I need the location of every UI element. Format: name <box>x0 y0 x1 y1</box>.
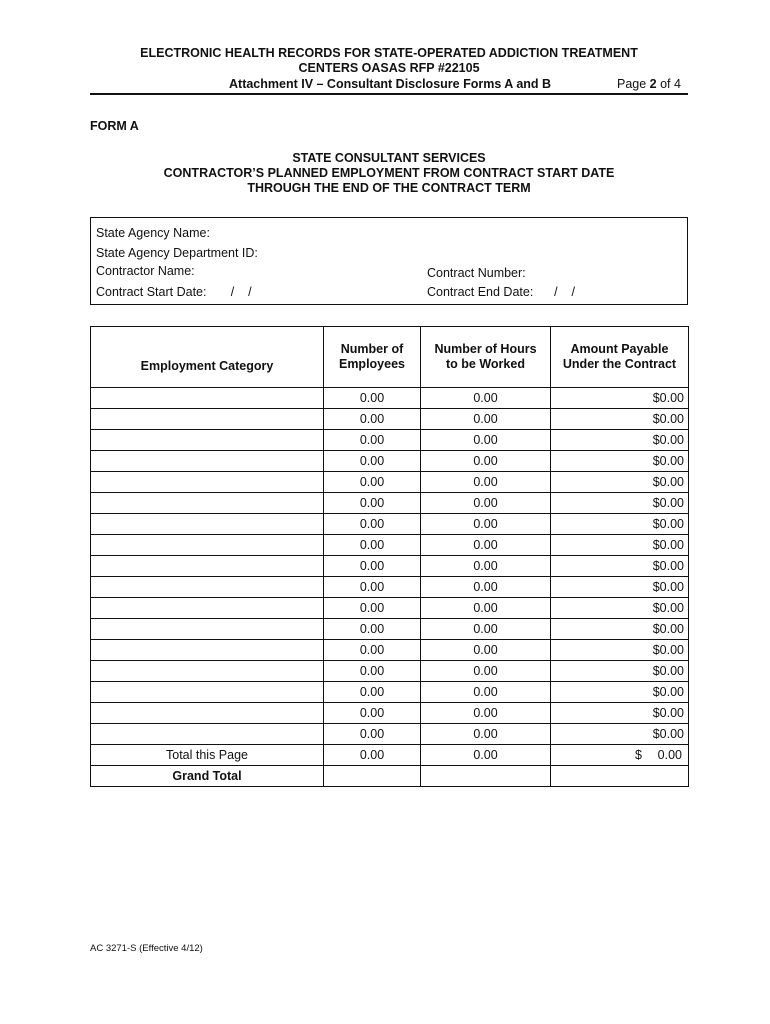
row-employees-cell[interactable]: 0.00 <box>324 577 421 598</box>
page-current: 2 <box>649 77 657 91</box>
row-category-cell[interactable] <box>91 556 324 577</box>
row-hours-cell[interactable]: 0.00 <box>421 430 551 451</box>
table-row <box>91 661 689 682</box>
row-employees-cell[interactable]: 0.00 <box>324 514 421 535</box>
row-category-cell[interactable] <box>91 430 324 451</box>
header-attachment-line: Attachment IV – Consultant Disclosure Forms A and B <box>229 77 552 91</box>
row-category-cell[interactable] <box>91 724 324 745</box>
row-employees-cell[interactable]: 0.00 <box>324 388 421 409</box>
row-employees-cell[interactable]: 0.00 <box>324 598 421 619</box>
hours-header-line-1: Number of Hours <box>434 342 537 356</box>
page-suffix: of 4 <box>656 77 681 91</box>
row-hours-cell[interactable]: 0.00 <box>421 514 551 535</box>
row-amount-cell[interactable]: $0.00 <box>551 451 689 472</box>
row-employees-cell[interactable]: 0.00 <box>324 409 421 430</box>
total-amount-symbol: $ <box>635 748 642 762</box>
row-employees-cell[interactable]: 0.00 <box>324 430 421 451</box>
row-category-cell[interactable] <box>91 493 324 514</box>
row-category-cell[interactable] <box>91 472 324 493</box>
contract-info-box <box>90 217 688 305</box>
column-header-employees <box>324 327 421 388</box>
row-category-cell[interactable] <box>91 514 324 535</box>
row-employees-cell[interactable]: 0.00 <box>324 472 421 493</box>
row-employees-cell[interactable]: 0.00 <box>324 619 421 640</box>
table-row <box>91 577 689 598</box>
title-line-2: CONTRACTOR’S PLANNED EMPLOYMENT FROM CONTRACT START DATE <box>163 166 615 180</box>
total-page-hours: 0.00 <box>421 745 551 766</box>
contract-end-date-field[interactable]: Contract End Date: / / <box>427 285 575 299</box>
table-row <box>91 514 689 535</box>
row-amount-cell[interactable]: $0.00 <box>551 472 689 493</box>
table-row <box>91 703 689 724</box>
amount-header-line-2: Under the Contract <box>562 357 677 371</box>
row-hours-cell[interactable]: 0.00 <box>421 556 551 577</box>
row-employees-cell[interactable]: 0.00 <box>324 640 421 661</box>
row-hours-cell[interactable]: 0.00 <box>421 619 551 640</box>
table-row <box>91 493 689 514</box>
row-amount-cell[interactable]: $0.00 <box>551 514 689 535</box>
row-employees-cell[interactable]: 0.00 <box>324 724 421 745</box>
contractor-name-field[interactable]: Contractor Name: <box>96 264 195 278</box>
employees-header-line-1: Number of <box>340 342 404 356</box>
page-prefix: Page <box>617 77 650 91</box>
document-header <box>90 46 688 76</box>
row-category-cell[interactable] <box>91 619 324 640</box>
row-category-cell[interactable] <box>91 409 324 430</box>
row-category-cell[interactable] <box>91 661 324 682</box>
agency-name-field[interactable]: State Agency Name: <box>96 226 210 240</box>
form-title <box>90 151 688 196</box>
table-row <box>91 388 689 409</box>
header-rule <box>90 93 688 95</box>
table-row <box>91 682 689 703</box>
row-category-cell[interactable] <box>91 577 324 598</box>
row-amount-cell[interactable]: $0.00 <box>551 556 689 577</box>
table-row <box>91 724 689 745</box>
contract-number-field[interactable]: Contract Number: <box>427 266 526 280</box>
amount-header-line-1: Amount Payable <box>570 342 669 356</box>
table-row <box>91 409 689 430</box>
row-hours-cell[interactable]: 0.00 <box>421 388 551 409</box>
row-amount-cell[interactable]: $0.00 <box>551 598 689 619</box>
total-this-page-row <box>91 745 689 766</box>
row-amount-cell[interactable]: $0.00 <box>551 535 689 556</box>
row-hours-cell[interactable]: 0.00 <box>421 703 551 724</box>
row-employees-cell[interactable]: 0.00 <box>324 703 421 724</box>
row-hours-cell[interactable]: 0.00 <box>421 682 551 703</box>
table-row <box>91 640 689 661</box>
row-category-cell[interactable] <box>91 598 324 619</box>
row-employees-cell[interactable]: 0.00 <box>324 556 421 577</box>
table-row <box>91 535 689 556</box>
employees-header-line-2: Employees <box>338 357 405 371</box>
column-header-category: Employment Category <box>91 327 324 388</box>
total-page-label: Total this Page <box>91 745 324 766</box>
table-row <box>91 598 689 619</box>
form-label: FORM A <box>90 119 139 133</box>
row-hours-cell[interactable]: 0.00 <box>421 640 551 661</box>
grand-total-label: Grand Total <box>91 766 324 787</box>
row-amount-cell[interactable]: $0.00 <box>551 493 689 514</box>
row-amount-cell[interactable]: $0.00 <box>551 682 689 703</box>
total-page-amount <box>551 745 689 766</box>
contract-start-date-field[interactable]: Contract Start Date: / / <box>96 285 252 299</box>
header-line-1: ELECTRONIC HEALTH RECORDS FOR STATE-OPERATED ADDICTION TREATMENT <box>140 46 638 60</box>
row-category-cell[interactable] <box>91 535 324 556</box>
row-category-cell[interactable] <box>91 388 324 409</box>
table-row <box>91 619 689 640</box>
title-line-3: THROUGH THE END OF THE CONTRACT TERM <box>247 181 531 195</box>
row-hours-cell[interactable]: 0.00 <box>421 598 551 619</box>
header-line-2: CENTERS OASAS RFP #22105 <box>298 61 480 75</box>
row-hours-cell[interactable]: 0.00 <box>421 535 551 556</box>
row-category-cell[interactable] <box>91 451 324 472</box>
grand-total-row <box>91 766 689 787</box>
row-employees-cell[interactable]: 0.00 <box>324 451 421 472</box>
grand-total-employees[interactable] <box>324 766 421 787</box>
row-amount-cell[interactable]: $0.00 <box>551 388 689 409</box>
total-amount-value: 0.00 <box>657 748 682 762</box>
column-header-hours <box>421 327 551 388</box>
row-amount-cell[interactable]: $0.00 <box>551 409 689 430</box>
department-id-field[interactable]: State Agency Department ID: <box>96 246 258 260</box>
row-amount-cell[interactable]: $0.00 <box>551 703 689 724</box>
row-employees-cell[interactable]: 0.00 <box>324 661 421 682</box>
row-category-cell[interactable] <box>91 703 324 724</box>
row-category-cell[interactable] <box>91 682 324 703</box>
column-header-amount <box>551 327 689 388</box>
row-amount-cell[interactable]: $0.00 <box>551 724 689 745</box>
row-hours-cell[interactable]: 0.00 <box>421 451 551 472</box>
grand-total-hours[interactable] <box>421 766 551 787</box>
row-hours-cell[interactable]: 0.00 <box>421 661 551 682</box>
row-amount-cell[interactable]: $0.00 <box>551 430 689 451</box>
row-employees-cell[interactable]: 0.00 <box>324 535 421 556</box>
row-hours-cell[interactable]: 0.00 <box>421 409 551 430</box>
row-amount-cell[interactable]: $0.00 <box>551 619 689 640</box>
title-line-1: STATE CONSULTANT SERVICES <box>292 151 486 165</box>
row-employees-cell[interactable]: 0.00 <box>324 682 421 703</box>
employment-table <box>90 326 689 787</box>
table-row <box>91 556 689 577</box>
table-row <box>91 451 689 472</box>
table-header-row <box>91 327 689 388</box>
grand-total-amount[interactable] <box>551 766 689 787</box>
table-row <box>91 472 689 493</box>
row-hours-cell[interactable]: 0.00 <box>421 577 551 598</box>
page-indicator <box>617 77 681 91</box>
row-category-cell[interactable] <box>91 640 324 661</box>
row-amount-cell[interactable]: $0.00 <box>551 640 689 661</box>
row-amount-cell[interactable]: $0.00 <box>551 661 689 682</box>
form-footer-code: AC 3271-S (Effective 4/12) <box>90 943 203 954</box>
table-row <box>91 430 689 451</box>
row-hours-cell[interactable]: 0.00 <box>421 493 551 514</box>
row-employees-cell[interactable]: 0.00 <box>324 493 421 514</box>
row-hours-cell[interactable]: 0.00 <box>421 472 551 493</box>
total-page-employees: 0.00 <box>324 745 421 766</box>
row-amount-cell[interactable]: $0.00 <box>551 577 689 598</box>
row-hours-cell[interactable]: 0.00 <box>421 724 551 745</box>
hours-header-line-2: to be Worked <box>446 357 525 371</box>
